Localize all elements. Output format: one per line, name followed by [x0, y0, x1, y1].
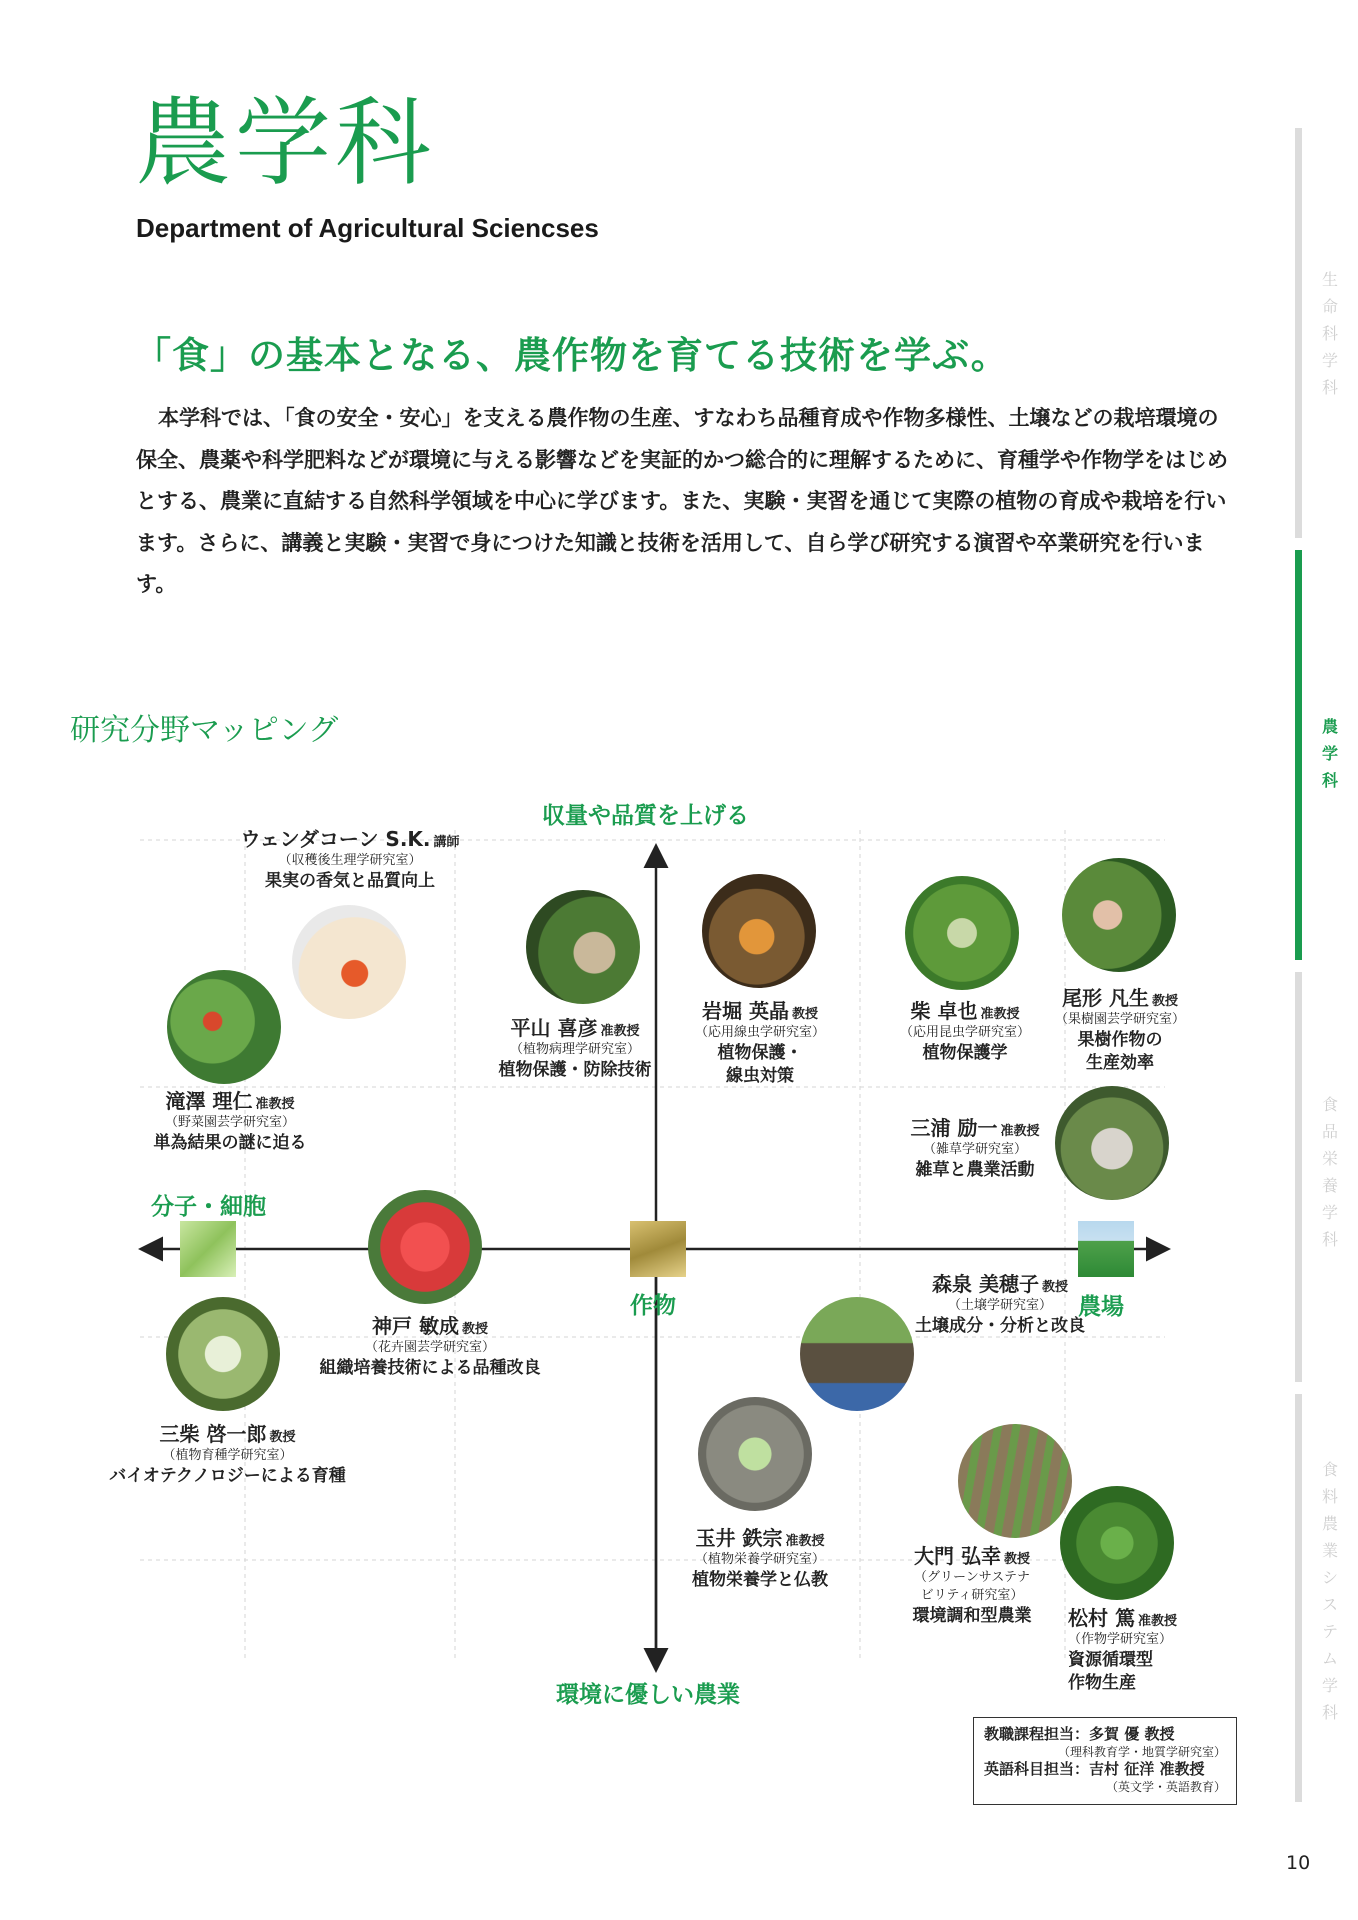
side-tab-label-food-nutrition[interactable]: 食 品 栄 養 学 科: [1321, 1095, 1338, 1249]
intro-paragraph: 本学科では、「食の安全・安心」を支える農作物の生産、すなわち品種育成や作物多様性、土壌などの栽培環境の保全、農薬や科学肥料などが環境に与える影響などを実証的かつ総合的に理解するために、育種学や作物学をはじめとする、農業に直結する自然科学領域を中心に学びます。また、実験・実習を通じて実際の植物の育成や栽培を行います。さらに、講義と実験・実習で身につけた知識と技術を活用して、自ら学び研究する演習や卒業研究を行います。: [136, 406, 1228, 596]
person-iwahori: 岩堀 英晶 教授 （応用線虫学研究室） 植物保護・ 線虫対策: [694, 999, 825, 1086]
teaching-staff-note: [973, 1717, 1237, 1805]
axis-label-center: 作物: [630, 1293, 676, 1319]
person-mishiba: 三柴 啓一郎 教授 （植物育種学研究室） バイオテクノロジーによる育種: [109, 1422, 346, 1486]
tomato-plant-photo: [167, 970, 281, 1084]
person-tamai: 玉井 鉄宗 准教授 （植物栄養学研究室） 植物栄養学と仏教: [692, 1526, 828, 1590]
person-daimon: 大門 弘幸 教授 （グリーンサステナ ビリティ研究室） 環境調和型農業: [912, 1544, 1032, 1626]
note-english: 英語科目担当：吉村 征洋 准教授: [984, 1760, 1205, 1778]
fruit-tree-photo: [1062, 858, 1176, 972]
strawberry-photo: [526, 890, 640, 1004]
note-teacher-training-lab: （理科教育学・地質学研究室）: [1057, 1745, 1226, 1759]
cattle-weed-photo: [1055, 1086, 1169, 1200]
side-tab-label-life-science[interactable]: 生 命 科 学 科: [1321, 270, 1338, 397]
headline: 「食」の基本となる、農作物を育てる技術を学ぶ。: [134, 334, 1009, 377]
field-rows-photo: [958, 1424, 1072, 1538]
person-matsumura: 松村 篤 准教授 （作物学研究室） 資源循環型 作物生産: [1068, 1606, 1177, 1693]
person-miura: 三浦 励一 准教授 （雑草学研究室） 雑草と農業活動: [910, 1116, 1040, 1180]
page-subtitle: Department of Agricultural Sciencses: [136, 213, 599, 243]
insect-leaf-photo: [905, 876, 1019, 990]
note-teacher-training: 教職課程担当：多賀 優 教授: [984, 1725, 1175, 1743]
person-wendakoon: ウェンダコーン S.K. 講師 （収穫後生理学研究室） 果実の香気と品質向上: [240, 827, 460, 891]
crop-seedling-photo: [1060, 1486, 1174, 1600]
person-takizawa: 滝澤 理仁 准教授 （野菜園芸学研究室） 単為結果の謎に迫る: [153, 1089, 307, 1153]
tissue-culture-photo: [166, 1297, 280, 1411]
page-number: 10: [1286, 1852, 1311, 1874]
person-hirayama: 平山 喜彦 准教授 （植物病理学研究室） 植物保護・防除技術: [498, 1016, 652, 1080]
person-moriizumi: 森泉 美穂子 教授 （土壌学研究室） 土壌成分・分析と改良: [915, 1272, 1085, 1336]
note-english-lab: （英文学・英語教育）: [1105, 1780, 1226, 1794]
root-nematode-photo: [702, 874, 816, 988]
section-title: 研究分野マッピング: [70, 713, 339, 748]
axis-label-right: 農場: [1078, 1294, 1124, 1320]
rice-crop-image: [630, 1221, 686, 1277]
side-tab-label-food-agri-system[interactable]: 食 料 農 業 シ ス テ ム 学 科: [1321, 1460, 1338, 1722]
side-tab-label-agriculture[interactable]: 農 学 科: [1321, 717, 1338, 790]
cell-image: [180, 1221, 236, 1277]
flower-photo: [368, 1190, 482, 1304]
person-shiba: 柴 卓也 准教授 （応用昆虫学研究室） 植物保護学: [899, 999, 1030, 1063]
axis-label-top: 収量や品質を上げる: [542, 803, 749, 829]
person-kanbe: 神戸 敏成 教授 （花卉園芸学研究室） 組織培養技術による品種改良: [319, 1314, 541, 1378]
plant-nutrition-photo: [698, 1397, 812, 1511]
axis-label-bottom: 環境に優しい農業: [556, 1682, 740, 1708]
axis-label-left: 分子・細胞: [151, 1194, 266, 1220]
fruit-aroma-photo: [292, 905, 406, 1019]
page-title: 農学科: [135, 87, 435, 199]
person-ogata: 尾形 凡生 教授 （果樹園芸学研究室） 果樹作物の 生産効率: [1054, 986, 1185, 1073]
